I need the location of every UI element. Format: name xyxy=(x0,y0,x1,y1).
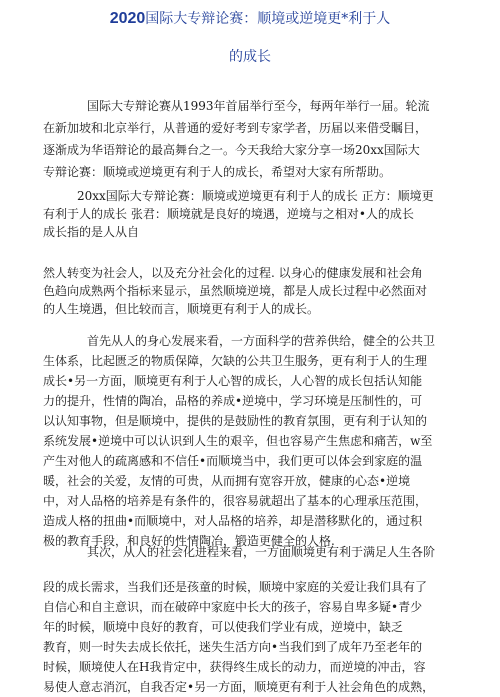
body-paragraph-socialization-intro xyxy=(43,542,459,562)
text-line: 首先从人的身心发展来看，一方面科学的营养供给，健全的公共卫 xyxy=(87,334,436,348)
text-line: 自信心和自主意识，而在破碎中家庭中长大的孩子，容易自卑多疑•青少 xyxy=(43,600,423,614)
title-year: 2020 xyxy=(109,10,146,27)
text-line: 以认知事物，但是顺境中，提供的是鼓励性的教育氛围，更有利于认知的 xyxy=(43,414,428,428)
text-line: 中，对人品格的培养是有条件的，很容易就超出了基本的心理承压范围， xyxy=(43,494,428,508)
body-paragraph-personal-development xyxy=(43,331,459,551)
text-line: 20xx国际大专辩论赛：顺境或逆境更有利于人的成长 正方：顺境更 xyxy=(77,189,434,203)
text-line: 易使人意志消沉，自我否定•另一方面，顺境更有利于人社会角色的成熟， xyxy=(43,680,435,694)
text-line: 成长指的是人从自 xyxy=(43,225,140,239)
text-line: 逐渐成为华语辩论的最高舞台之一。今天我给大家分享一场20xx国际大 xyxy=(43,143,420,157)
text-line: 专辩论赛：顺境或逆境更有利于人的成长，希望对大家有所帮助。 xyxy=(43,165,392,179)
text-line: 在新加坡和北京举行，从普通的爱好考到专家学者，历届以来借受瞩目， xyxy=(43,121,428,135)
text-line: 教育，则一时失去成长依托，迷失生活方向•当我们到了成年乃至老年的 xyxy=(43,640,423,654)
text-line: 其次，从人的社会化进程来看，一方面顺境更有利于满足人生各阶 xyxy=(87,545,436,559)
text-line: 造成人格的扭曲•而顺境中，对人品格的培养，却是潜移默化的，通过积 xyxy=(43,514,423,528)
text-line: 色趋向成熟两个指标来显示，虽然顺境逆境，都是人成长过程中必然面对 xyxy=(43,284,428,298)
text-line: 产生对他人的疏离感和不信任•而顺境当中，我们更可以体会到家庭的温 xyxy=(43,454,423,468)
text-line: 然人转变为社会人，以及充分社会化的过程. 以身心的健康发展和社会角 xyxy=(43,266,423,280)
text-line: 年的时候，顺境中良好的教育，可以使我们学业有成，逆境中，缺乏 xyxy=(43,620,404,634)
body-paragraph-socialization xyxy=(43,577,459,697)
document-title-continued: 的成长 xyxy=(229,49,271,65)
text-line: 力的提升，性情的陶冶，品格的养成•逆境中，学习环境是压制性的，可 xyxy=(43,394,423,408)
text-line: 暖，社会的关爱，友情的可贵，从而拥有宽容开放，健康的心态•逆境 xyxy=(43,474,411,488)
intro-paragraph xyxy=(43,95,459,183)
text-line: 国际大专辩论赛从1993年首届举行至今，每两年举行一届。轮流 xyxy=(87,99,430,113)
text-line: 时候，顺境使人在H我肯定中，获得终生成长的动力，而逆境的冲击，容 xyxy=(43,660,426,674)
quote-paragraph xyxy=(43,187,459,241)
text-line: 生体系，比起匮乏的物质保障，欠缺的公共卫生服务，更有利于人的生理 xyxy=(43,354,428,368)
text-line: 的人生境遇，但比较而言，顺境更有利于人的成长。 xyxy=(43,302,320,316)
text-line: 有利于人的成长 张君：顺境就是良好的境遇，逆境与之相对•人的成长 xyxy=(43,207,414,221)
title-text: 国际大专辩论赛：顺境或逆境更*利于人 xyxy=(145,11,391,27)
text-line: 段的成长需求，当我们还是孩童的时候，顺境中家庭的关爱让我们具有了 xyxy=(43,580,428,594)
text-line: 成长•另一方面，顺境更有利于人心智的成长，人心智的成长包括认知能 xyxy=(43,374,423,388)
document-title xyxy=(0,10,500,28)
continuation-paragraph xyxy=(43,264,459,318)
text-line: 系统发展•逆境中可以认识到人生的艰辛，但也容易产生焦虑和痛苦，w至 xyxy=(43,434,433,448)
text-line: 极的教育手段，和良好的性情陶冶，锻造更健全的人格. xyxy=(43,534,335,548)
